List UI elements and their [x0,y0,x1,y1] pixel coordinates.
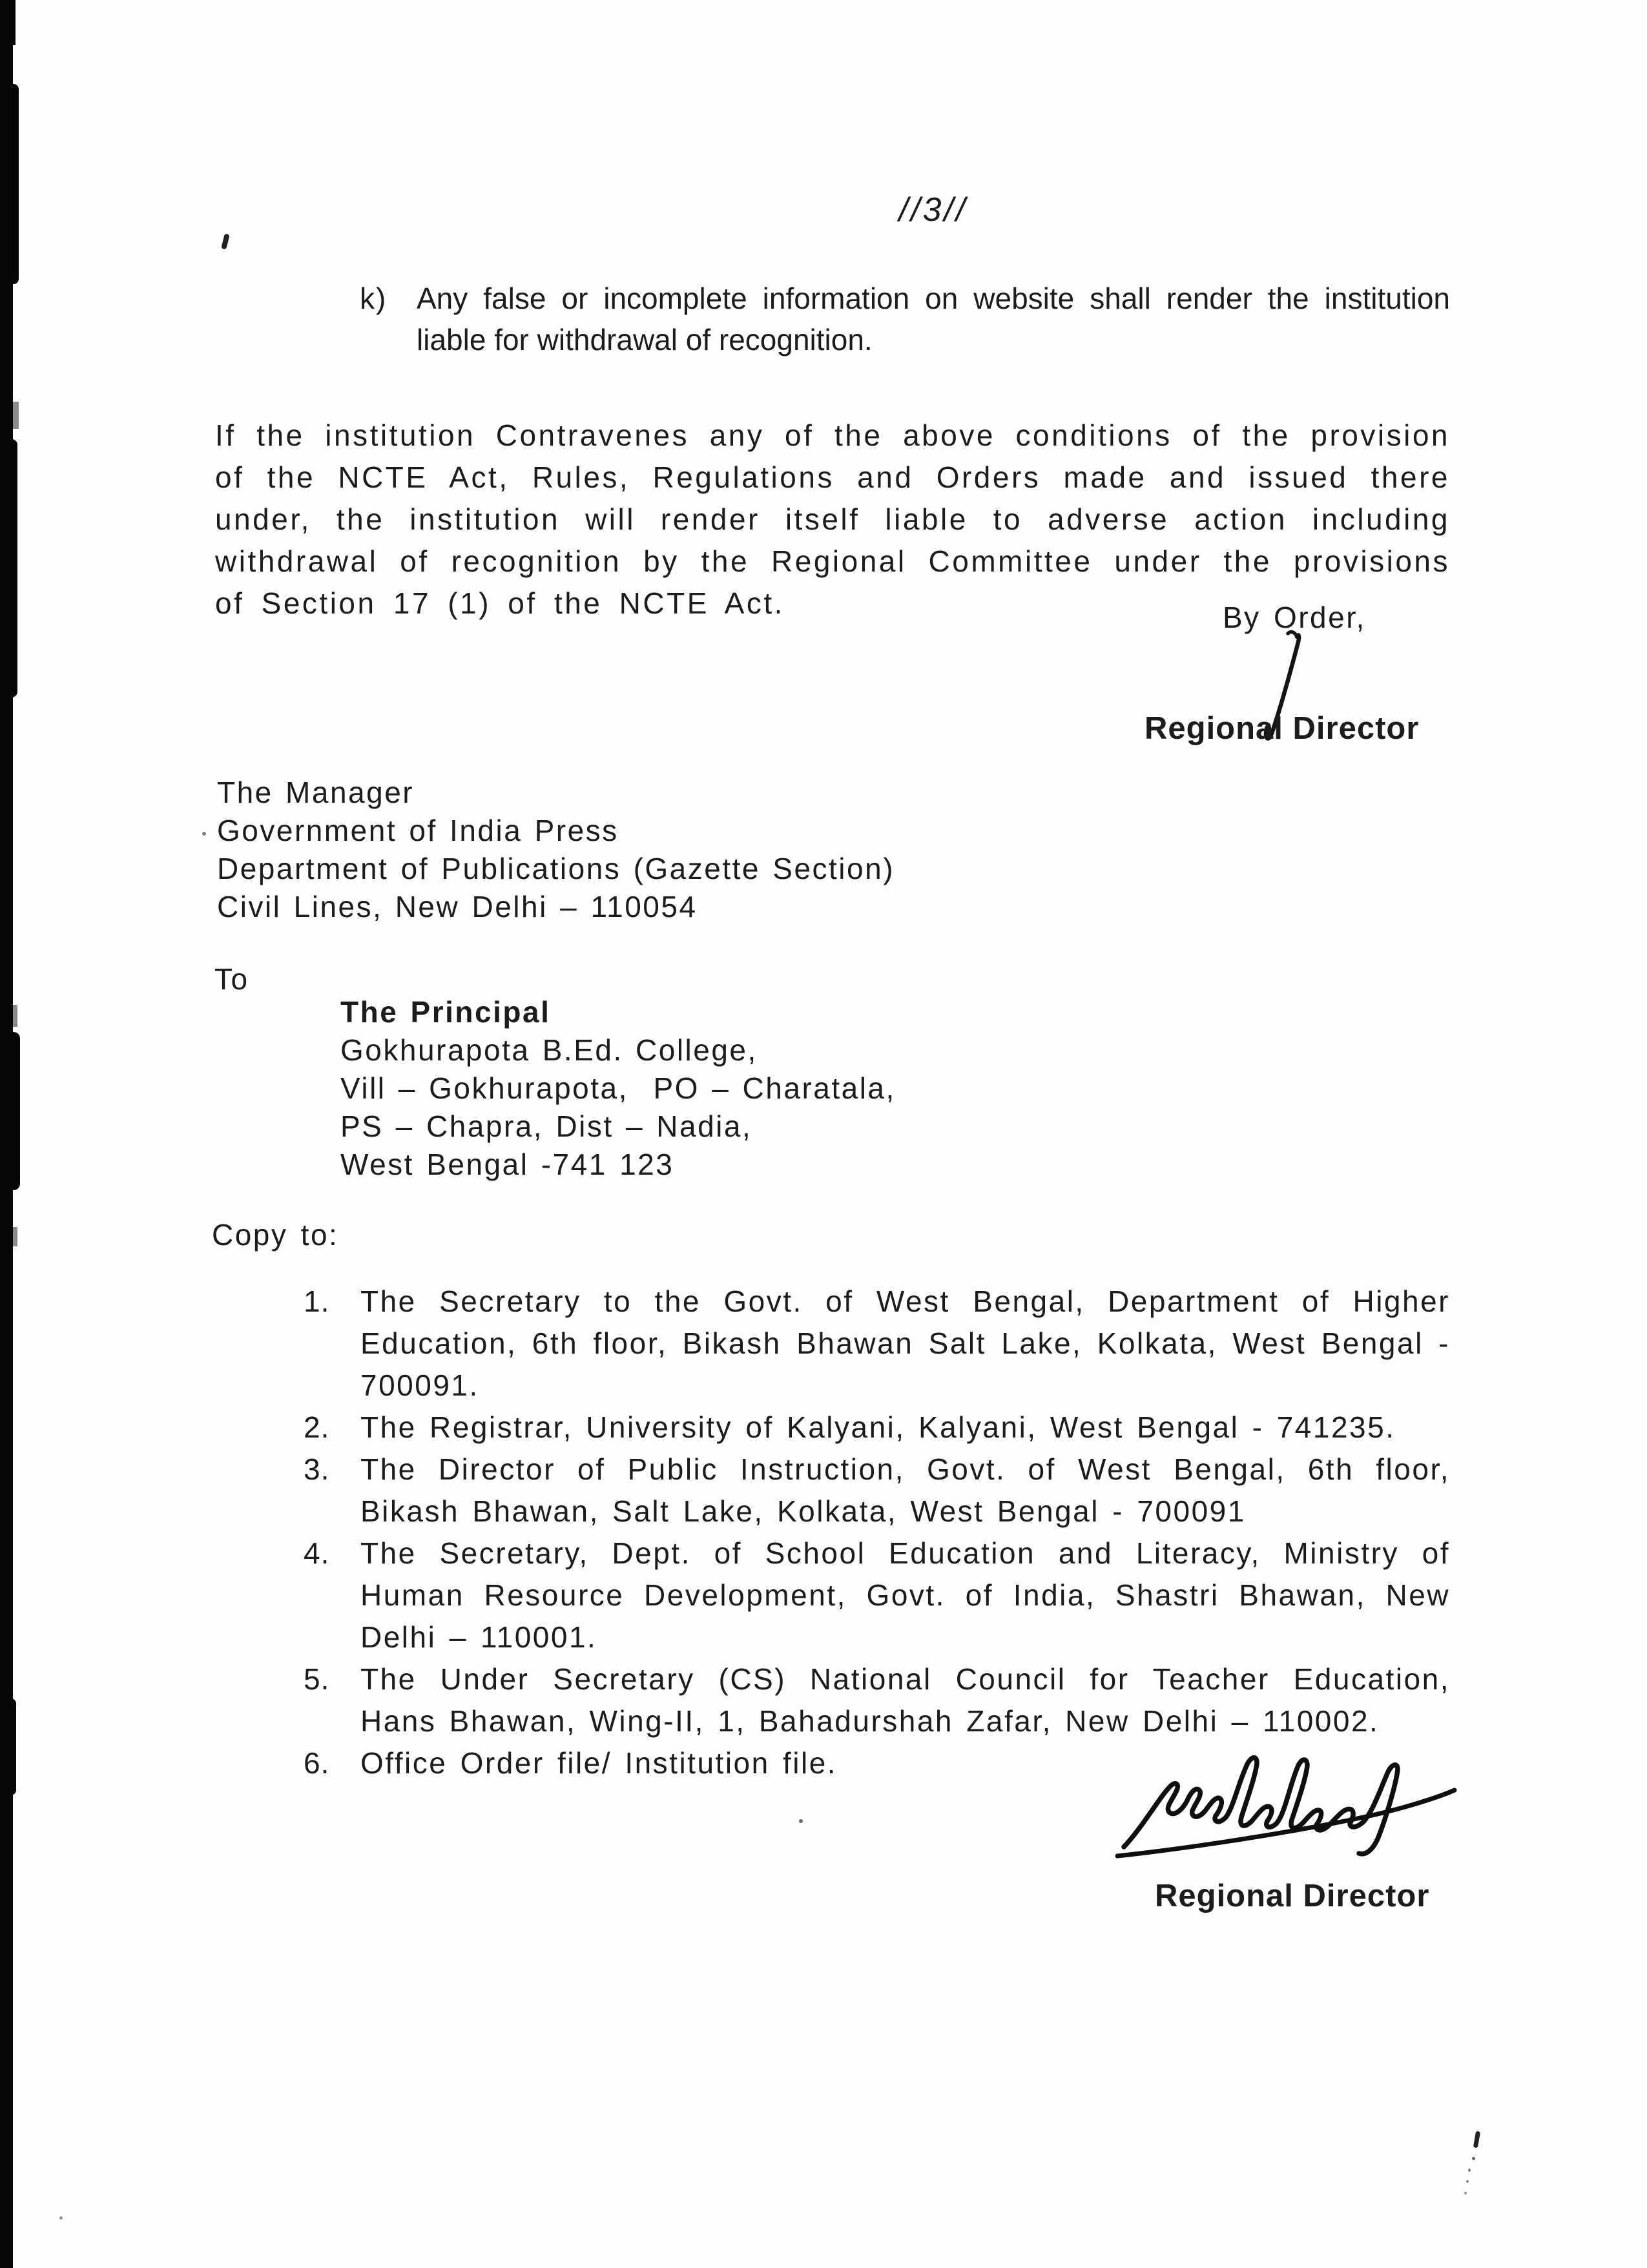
ink-speck [221,233,230,249]
copy-list-item [304,1281,1450,1407]
clause-k-label: k) [360,282,388,315]
addressee-block [340,993,896,1184]
ink-speck [59,2216,63,2220]
ink-speck [1468,2169,1471,2172]
ink-speck [799,1819,803,1823]
address-line: PS – Chapra, Dist – Nadia, [340,1109,752,1143]
copy-list-item [304,1448,1450,1532]
copy-item-text: The Secretary, Dept. of School Education and Literacy, Ministry of Human Resource Development, Govt. of India, Shastri Bhawan, New Delhi – 110001. [360,1536,1450,1654]
copy-item-text: Office Order file/ Institution file. [360,1746,838,1780]
scan-edge-bump [0,1032,20,1190]
copy-list-item [304,1532,1450,1658]
address-line: West Bengal -741 123 [340,1148,674,1181]
signature-bottom-icon [1098,1729,1469,1868]
signatory-title-top: Regional Director [1145,711,1420,746]
scan-edge-bump [0,1698,16,1795]
ink-speck [1466,2180,1469,2183]
copy-distribution-list [304,1281,1450,1784]
gazette-recipient-block [217,774,895,926]
copy-item-number: 4. [304,1536,330,1570]
clause-k-item [360,278,1450,360]
by-order-label: By Order, [1223,601,1366,634]
copy-item-text: The Under Secretary (CS) National Council for Teacher Education, Hans Bhawan, Wing-II, 1, Bahadurshah Zafar, New Delhi – 110002. [360,1662,1450,1738]
copy-item-number: 5. [304,1662,330,1696]
address-line: The Manager [217,776,415,809]
clause-k-text: Any false or incomplete information on website shall render the institution liable for withdrawal of recognition. [417,282,1450,356]
address-line: Government of India Press [217,814,619,847]
address-line: Department of Publications (Gazette Section) [217,852,895,885]
ink-speck [1464,2192,1467,2194]
ink-speck [1473,2131,1480,2149]
to-label: To [214,962,249,996]
copy-item-number: 1. [304,1284,330,1318]
scan-edge-bump [0,0,16,45]
addressee-name: The Principal [340,995,551,1029]
copy-item-number: 6. [304,1746,330,1780]
copy-to-label: Copy to: [212,1218,339,1252]
addressee-address [340,1031,896,1184]
copy-item-text: The Director of Public Instruction, Govt. of West Bengal, 6th floor, Bikash Bhawan, Salt Lake, Kolkata, West Bengal - 700091 [360,1452,1450,1528]
address-line: Civil Lines, New Delhi – 110054 [217,890,698,923]
scan-edge-bump [0,84,19,284]
scan-edge-bump [0,439,17,697]
copy-item-number: 2. [304,1410,330,1444]
copy-item-text: The Secretary to the Govt. of West Bengal, Department of Higher Education, 6th floor, Bikash Bhawan Salt Lake, Kolkata, West Bengal - 700091. [360,1284,1450,1402]
page-number: //3// [898,191,968,229]
scan-tick-mark [13,1005,17,1027]
ink-speck [1472,2157,1475,2160]
copy-list-item [304,1407,1450,1448]
copy-item-text: The Registrar, University of Kalyani, Kalyani, West Bengal - 741235. [360,1410,1396,1444]
address-line: Gokhurapota B.Ed. College, [340,1033,758,1067]
scan-tick-mark [13,402,19,429]
copy-item-number: 3. [304,1452,330,1486]
scan-tick-mark [13,1227,17,1246]
ink-speck [202,832,206,836]
body-paragraph: If the institution Contravenes any of the above conditions of the provision of the NCTE Act, Rules, Regulations and Orders made and issued there under, the institution will render itself liable to adverse action including withdrawal of recognition by the Regional Committee under the provisions of Section 17 (1) of the NCTE Act. [215,418,1450,620]
address-line: Vill – Gokhurapota, PO – Charatala, [340,1071,896,1105]
signatory-title-bottom: Regional Director [1155,1879,1430,1913]
